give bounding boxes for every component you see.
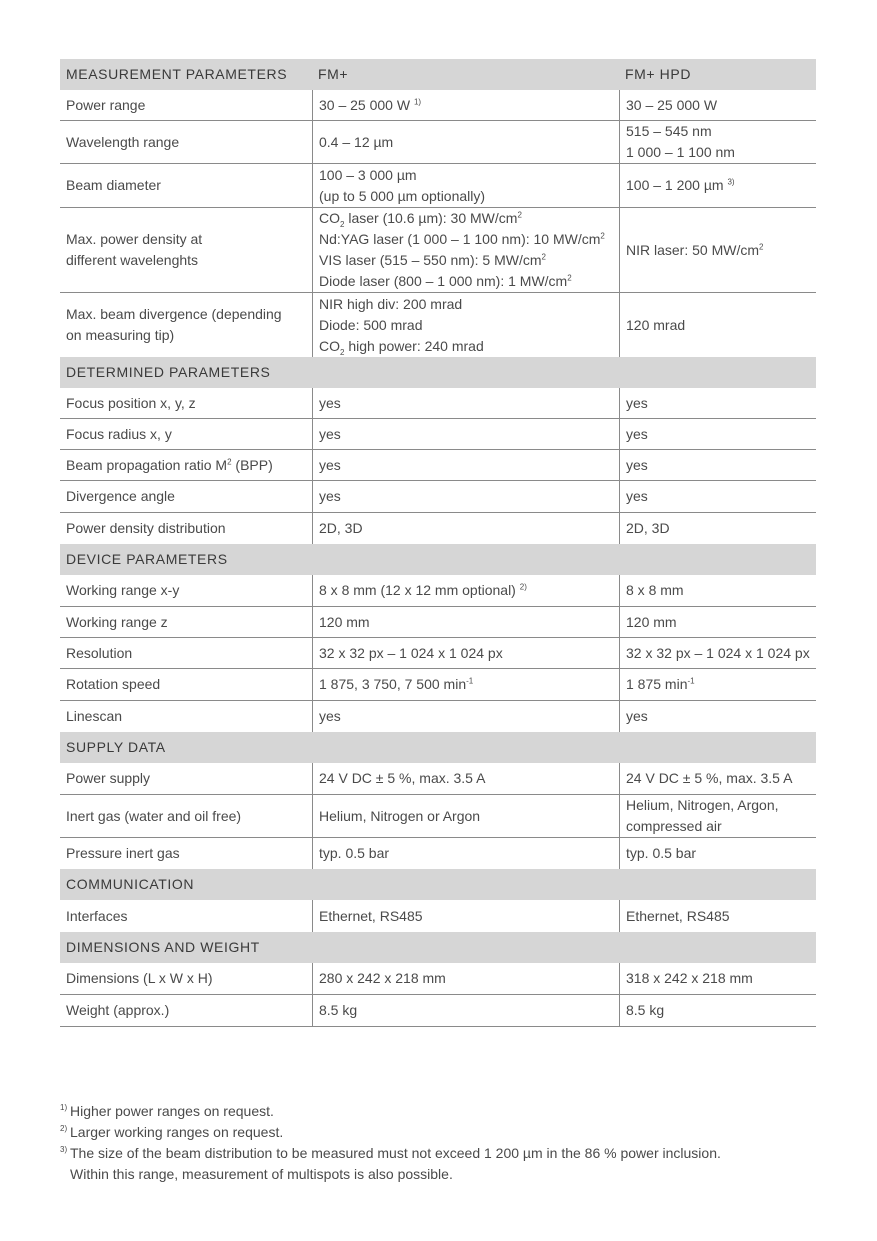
footnote [60, 1122, 820, 1143]
hpd-value: yes [619, 701, 816, 732]
hpd-value: 318 x 242 x 218 mm [619, 963, 816, 994]
fm-value: 0.4 – 12 µm [312, 121, 619, 163]
footnote-text: Higher power ranges on request. [70, 1103, 274, 1119]
table-row [60, 963, 816, 995]
fm-value: yes [312, 419, 619, 449]
fm-value: 2D, 3D [312, 513, 619, 544]
fm-value: 100 – 3 000 µm (up to 5 000 µm optionally) [312, 164, 619, 207]
fm-value: 280 x 242 x 218 mm [312, 963, 619, 994]
row-label: Power density distribution [66, 520, 226, 536]
footnote-ref: 1) [413, 96, 422, 106]
footnote-ref: 2) [519, 582, 527, 592]
hpd-value: Helium, Nitrogen, Argon, compressed air [619, 795, 816, 837]
table-row [60, 638, 816, 669]
section-title: DETERMINED PARAMETERS [66, 364, 271, 380]
section-header-determined [60, 357, 816, 388]
hpd-value: 100 – 1 200 µm $^{3)}$ [619, 164, 816, 207]
table-row [60, 90, 816, 121]
hpd-value: 1 875 $\min^{-1}$ [619, 669, 816, 700]
footnote [60, 1101, 820, 1122]
hpd-value: 2D, 3D [619, 513, 816, 544]
footnote-text: The size of the beam distribution to be measured must not exceed 1 200 µm in the 86 % power inclusion. [70, 1145, 721, 1161]
table-row [60, 838, 816, 869]
table-row [60, 575, 816, 607]
table-row [60, 121, 816, 164]
table-row [60, 164, 816, 208]
row-label: Beam propagation ratio $M^2$ (BPP) [66, 456, 273, 473]
row-label: Working range z [66, 613, 168, 630]
fm-value: 32 x 32 px – 1 024 x 1 024 px [312, 638, 619, 668]
row-label: Power range [66, 96, 146, 113]
hpd-value: 120 mm [619, 607, 816, 637]
table-row [60, 607, 816, 638]
section-header-communication [60, 869, 816, 900]
section-header-device [60, 544, 816, 575]
fm-value: yes [312, 450, 619, 480]
fm-value: Helium, Nitrogen or Argon [312, 795, 619, 837]
table-row [60, 513, 816, 544]
row-label: Focus position x, y, z [66, 394, 196, 411]
fm-value: Ethernet, RS485 [312, 900, 619, 932]
hpd-value: 24 V DC ± 5 %, max. 3.5 A [619, 763, 816, 794]
section-header-supply [60, 732, 816, 763]
hpd-value: yes [619, 419, 816, 449]
row-label: Inert gas (water and oil free) [66, 807, 242, 824]
table-row [60, 763, 816, 795]
row-label: Max. beam divergence (depending on measuring tip) [66, 306, 282, 343]
footnote-mark: 3) [60, 1145, 68, 1154]
hpd-value: 30 – 25 000 W [619, 90, 816, 120]
table-row [60, 388, 816, 419]
hpd-value: 515 – 545 nm 1 000 – 1 100 nm [619, 121, 816, 163]
fm-value: NIR high div: 200 mrad Diode: 500 mrad $CO_2$ high power: 240 mrad [312, 293, 619, 357]
fm-value: $CO_2$ laser (10.6 µm): 30 $MW/cm^2$ Nd:YAG laser (1 000 – 1 100 nm): 10 $MW/cm^2$ VIS laser (515 – 550 nm): 5 $MW/cm^2$ Diode laser (800 – 1 000 nm): 1 $MW/cm^2$ [312, 208, 619, 292]
fm-value: 8.5 kg [312, 995, 619, 1026]
table-row [60, 208, 816, 293]
hpd-value: yes [619, 388, 816, 418]
fm-value: yes [312, 481, 619, 512]
row-label: Dimensions (L x W x H) [66, 970, 213, 986]
row-label: Working range x-y [66, 582, 180, 598]
section-header-dimensions [60, 932, 816, 963]
table-row [60, 795, 816, 838]
spec-table [60, 59, 816, 1027]
section-title: SUPPLY DATA [66, 739, 166, 755]
footnote-mark: 1) [60, 1103, 68, 1112]
footnote-text: Within this range, measurement of multispots is also possible. [70, 1166, 453, 1182]
section-title: DEVICE PARAMETERS [66, 551, 228, 567]
hpd-value: 120 mrad [619, 293, 816, 357]
footnote-ref: 3) [727, 177, 735, 187]
section-title: MEASUREMENT PARAMETERS [66, 66, 288, 82]
footnote-mark: 2) [60, 1124, 68, 1133]
table-row [60, 450, 816, 481]
column-header-fm-plus: FM+ [318, 66, 349, 82]
hpd-value: 8 x 8 mm [619, 575, 816, 606]
section-header-measurement [60, 59, 816, 90]
fm-value: 120 mm [312, 607, 619, 637]
fm-value: yes [312, 701, 619, 732]
fm-value: 8 x 8 mm (12 x 12 mm optional) $^{2)}$ [312, 575, 619, 606]
row-label: Max. power density at different wavelenghts [66, 231, 203, 268]
row-label: Power supply [66, 770, 151, 786]
row-label: Resolution [66, 644, 133, 661]
footnote-text: Larger working ranges on request. [70, 1124, 284, 1140]
row-label: Pressure inert gas [66, 845, 180, 861]
row-label: Beam diameter [66, 177, 161, 193]
section-title: DIMENSIONS AND WEIGHT [66, 939, 260, 955]
section-title: COMMUNICATION [66, 876, 195, 892]
hpd-value: yes [619, 450, 816, 480]
row-label: Linescan [66, 708, 123, 724]
fm-value: 1 875, 3 750, 7 500 $\min^{-1}$ [312, 669, 619, 700]
hpd-value: 32 x 32 px – 1 024 x 1 024 px [619, 638, 816, 668]
fm-value: 30 – 25 000 W $^{1)}$ [312, 90, 619, 120]
fm-value: typ. 0.5 bar [312, 838, 619, 869]
column-header-fm-plus-hpd: FM+ HPD [625, 66, 692, 82]
row-label: Interfaces [66, 907, 128, 924]
fm-value: yes [312, 388, 619, 418]
table-row [60, 419, 816, 450]
row-label: Focus radius x, y [66, 425, 172, 442]
row-label: Weight (approx.) [66, 1002, 170, 1018]
hpd-value: NIR laser: 50 $MW/cm^2$ [619, 208, 816, 292]
hpd-value: typ. 0.5 bar [619, 838, 816, 869]
footnotes [60, 1101, 820, 1185]
table-row [60, 900, 816, 932]
row-label: Wavelength range [66, 133, 180, 150]
table-row [60, 293, 816, 357]
hpd-value: Ethernet, RS485 [619, 900, 816, 932]
table-row [60, 995, 816, 1027]
table-row [60, 481, 816, 513]
table-row [60, 669, 816, 701]
footnote [60, 1143, 820, 1185]
hpd-value: 8.5 kg [619, 995, 816, 1026]
row-label: Divergence angle [66, 488, 175, 504]
hpd-value: yes [619, 481, 816, 512]
row-label: Rotation speed [66, 676, 161, 692]
table-row [60, 701, 816, 732]
fm-value: 24 V DC ± 5 %, max. 3.5 A [312, 763, 619, 794]
